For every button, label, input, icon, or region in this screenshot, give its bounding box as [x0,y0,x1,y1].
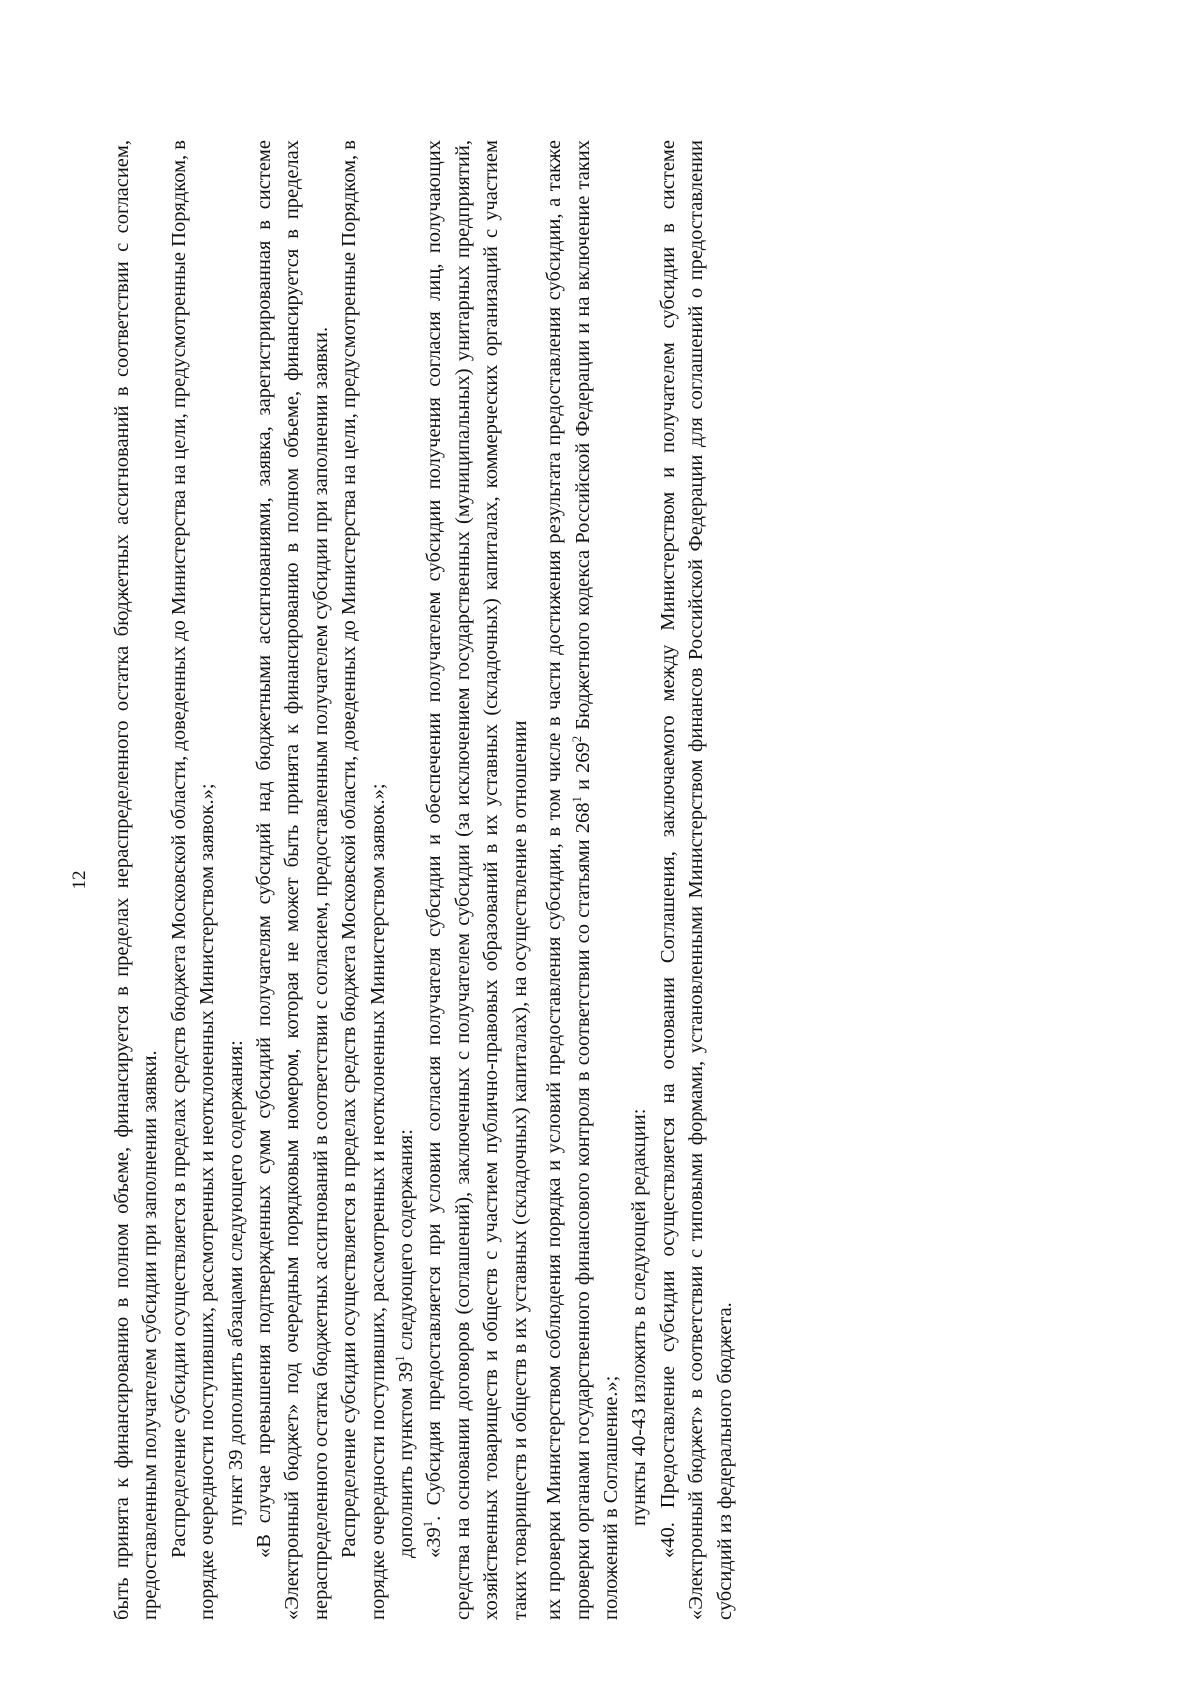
text-run: . Субсидия предоставляется при условии согласия получателя субсидии и обеспечении получателем субсидии получения согласия лиц, получающих средства на основании договоров (соглашений), заключенных с получателем субсидии (за исключением государственных (муниципальных) унитарных предприятий, хозяйственных товариществ и обществ с участием публично-правовых образований в их уставных (складочных) капиталах, коммерческих организаций с участием таких товариществ и обществ в их уставных (складочных) капиталах), на осуществление в отношении [423,140,531,1620]
text-run: следующего содержания: [395,1129,418,1356]
paragraph-point-39-intro: пункт 39 дополнить абзацами следующего содержания: [224,1040,247,1526]
page-number: 12 [69,870,90,890]
document-body [108,140,739,1620]
superscript: 1 [393,1355,408,1362]
text-run: «39 [423,1527,446,1558]
paragraph-inspection [540,140,625,1620]
paragraph-continuation: быть принята к финансированию в полном объеме, финансируется в пределах нераспределенного остатка бюджетных ассигнований в соответствии с согласием, предоставленным получателем субсидии при заполнении заявки. [111,140,162,1620]
text-run: Бюджетного кодекса Российской Федерации и на включение таких положений в Соглашение.»; [571,140,622,1620]
paragraph-point-40: «40. Предоставление субсидии осуществляется на основании Соглашения, заключаемого между Министерством и получателем субсидии в системе «Электронный бюджет» в соответствии с типовыми формами, установленными Министерством финансов Российской Федерации для соглашений о предоставлении субсидий из федерального бюджета. [656,140,736,1620]
paragraph-excess-sums: «В случае превышения подтвержденных сумм субсидий получателям субсидий над бюджетными ассигнованиями, заявка, зарегистрированная в системе «Электронный бюджет» под очередным порядковым номером, которая не может быть принята к финансированию в полном объеме, финансируется в пределах нераспределенного остатка бюджетных ассигнований в соответствии с согласием, предоставленным получателем субсидии при заполнении заявки. [253,140,332,1620]
text-run: дополнить пунктом 39 [395,1361,418,1558]
superscript: 1 [421,1520,436,1528]
paragraph-distribution-1: Распределение субсидии осуществляется в пределах средств бюджета Московской области, доведенных до Министерства на цели, предусмотренные Порядком, в порядке очередности поступивших, рассмотренных и неотклоненных Министерством заявок.»; [167,140,219,1620]
paragraph-distribution-2: Распределение субсидии осуществляется в пределах средств бюджета Московской области, доведенных до Министерства на цели, предусмотренные Порядком, в порядке очередности поступивших, рассмотренных и неотклоненных Министерством заявок.»; [338,140,389,1620]
text-run: и 269 [571,742,594,797]
superscript: 2 [569,735,584,743]
paragraph-point-39-1-intro [392,140,420,1620]
paragraph-point-39-1 [420,140,534,1620]
superscript: 1 [569,796,584,803]
rotated-document-page [69,140,988,1620]
text-run: их проверки Министерством соблюдения порядка и условий предоставления субсидии, в том числе в части достижения результата предоставления субсидии, а также проверки органами государственного финансового контроля в соответствии со статьями 268 [543,140,594,1620]
paragraph-points-40-43-intro: пункты 40-43 изложить в следующей редакции: [628,1108,651,1526]
